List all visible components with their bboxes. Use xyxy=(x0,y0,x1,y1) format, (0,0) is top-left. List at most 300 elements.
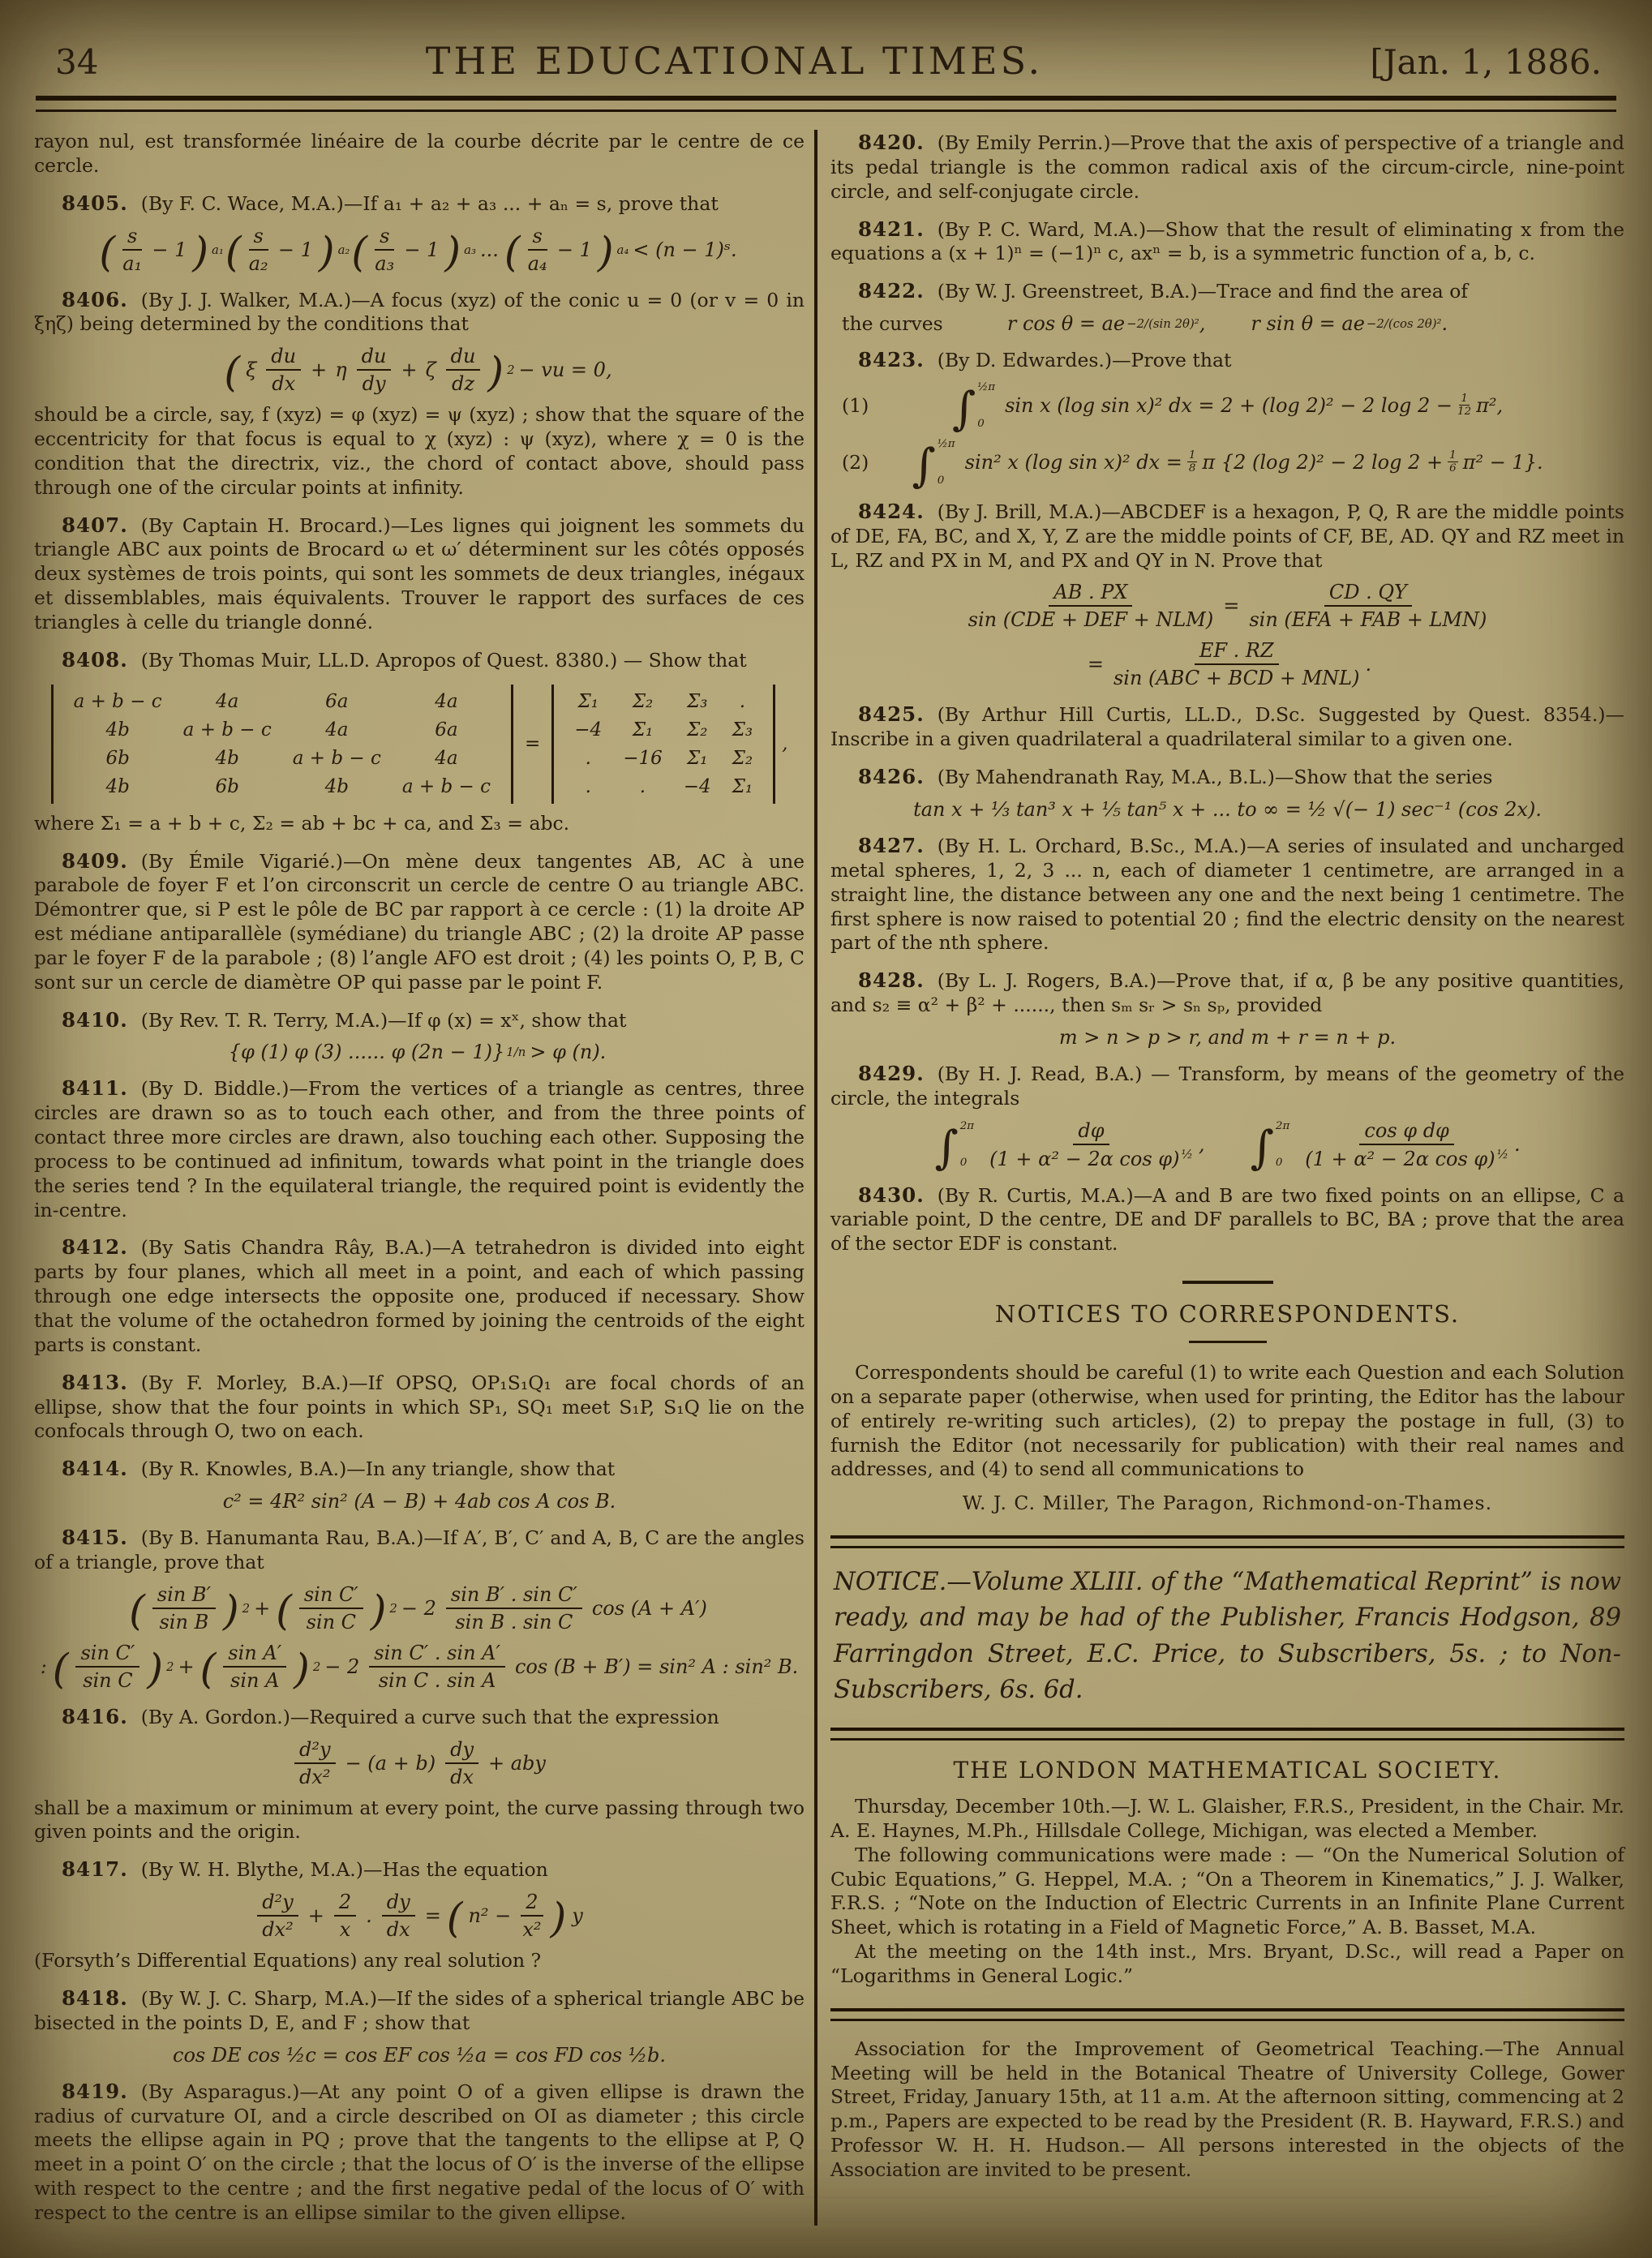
upper-limit: 2π xyxy=(959,1120,975,1133)
integral-pair-formula: ∫ 2π 0 $\frac{d\varphi}{(1 + \alpha^2 - 2\alpha \cos \varphi) ^{\frac{1}{2}}}$ , ∫ 2π 0 $\frac{\text{cos φ dφ}}{(1 + \alpha^2 - 2\alpha \cos \varphi) ^{\frac{1}{2}}}$ . xyxy=(934,1118,1521,1175)
problem-text xyxy=(830,1183,1624,1257)
problem-text xyxy=(34,191,805,217)
reprint-notice: NOTICE.—Volume XLIII. of the “Mathematical Reprint” is now ready, and may be had of the Publisher, Francis Hodgson, 89 Farringdon Street, E.C. Price, to Subscribers, 5s. ; to Non-Subscribers, 6s. 6d. xyxy=(834,1568,1621,1704)
math-term: < (n − 1)ˢ. xyxy=(633,238,737,261)
plus-sign: + xyxy=(311,358,328,382)
display-formula-line1 xyxy=(830,581,1624,631)
denominator: dx² xyxy=(299,1765,331,1788)
matrix-cell: −4 xyxy=(683,775,711,797)
numerator: 2 xyxy=(334,1891,356,1917)
denominator: sin (EFA + FAB + LMN) xyxy=(1249,608,1487,632)
problem-text xyxy=(830,702,1624,752)
numerator: sin C′ xyxy=(299,1583,363,1609)
fraction xyxy=(369,1642,505,1692)
denominator: sin C xyxy=(83,1668,133,1692)
denominator: a₃ xyxy=(375,251,395,275)
fraction xyxy=(257,1891,298,1941)
equation-label: (1) xyxy=(842,393,869,417)
problem-body: (By D. Biddle.)—From the vertices of a triangle as centres, three circles are drawn so as to touch each other, and from the three points of contact three more circles are drawn, also touching each other. Supposing the process to be continued ad infinitum, towards what point in the triangle does the series tend ? In the equilateral triangle, the required point is evidently the in-centre. xyxy=(34,1077,805,1221)
page-header xyxy=(0,0,1652,88)
math-term: − 1 xyxy=(152,238,187,261)
integral-limits xyxy=(960,1120,974,1169)
matrix-cell: a + b − c xyxy=(292,747,381,769)
matrix-cell: . xyxy=(739,690,746,712)
problem-8428 xyxy=(830,968,1624,1049)
equals-sign: = xyxy=(1223,595,1240,618)
exponent: ½ xyxy=(1181,1146,1193,1161)
problem-number: 8421. xyxy=(858,217,925,241)
denominator: sin (ABC + BCD + MNL) xyxy=(1113,667,1360,690)
math-line: m > n > p > r, and m + r = n + p. xyxy=(1058,1025,1397,1049)
problem-number: 8428. xyxy=(858,968,925,993)
lms-paragraph-3: At the meeting on the 14th inst., Mrs. Bryant, D.Sc., will read a Paper on “Logarithms in General Logic.” xyxy=(830,1940,1624,1987)
equals-sign: = xyxy=(424,1904,441,1928)
problem-8424 xyxy=(830,499,1624,690)
small-fraction xyxy=(1457,393,1471,418)
fraction xyxy=(223,1642,286,1692)
matrix-cell: 4a xyxy=(435,690,458,712)
problem-text xyxy=(34,647,805,673)
fraction xyxy=(375,225,394,275)
problem-8430 xyxy=(830,1183,1624,1257)
problem-number: 8413. xyxy=(62,1370,128,1394)
numerator: 1 xyxy=(1461,393,1468,406)
display-formula: ( $\frac{s}{\text{a₁}}$ − 1 ) a₁ ( $\frac{s}{\text{a₂}}$ − 1 ) a₂ ( $\frac{s}{\text{a₃}}$ − 1 ) a₃ ... ( $\frac{s}{\text{a₄}}$ − 1 ) a₄ < (n − 1)ˢ. xyxy=(99,224,737,276)
matrix-cell: 6b xyxy=(105,747,130,769)
problem-number: 8419. xyxy=(62,2079,128,2103)
fraction xyxy=(1249,581,1487,631)
numerator: du xyxy=(446,345,481,371)
comma: , xyxy=(1198,1133,1205,1157)
problem-8412 xyxy=(34,1234,805,1357)
page-number: 34 xyxy=(55,42,99,82)
upper-limit: 2π xyxy=(1275,1120,1290,1133)
denominator: x xyxy=(339,1918,351,1942)
numerator: sin C′ xyxy=(75,1642,139,1668)
exponent: 2 xyxy=(312,1659,321,1674)
math-line: c² = 4R² sin² (A − B) + 4ab cos A cos B. xyxy=(222,1490,616,1513)
problem-text xyxy=(34,287,805,337)
problem-8421 xyxy=(830,217,1624,267)
problem-body: (By Arthur Hill Curtis, LL.D., D.Sc. Suggested by Quest. 8354.)—Inscribe in a given quadrilateral a quadrilateral similar to a given one. xyxy=(830,703,1624,751)
problem-8408 xyxy=(34,647,805,836)
fraction xyxy=(445,1738,478,1788)
exponent: −2/(sin 2θ)² xyxy=(1126,316,1199,332)
problem-body: (By Asparagus.)—At any point O of a given ellipse is drawn the radius of curvature OI, and a circle described on OI as diameter ; this circle meets the ellipse again in PQ ; prove that the tangents to the ellipse at P, Q meet in a point O′ on the circle ; that the locus of O′ is the inverse of the ellipse with respect to the centre ; and the first negative pedal of the locus of O′ with respect to the centre is an ellipse similar to the given ellipse. xyxy=(34,2080,805,2224)
problem-body: (By Emily Perrin.)—Prove that the axis of perspective of a triangle and its pedal triangle is the common radical axis of the circum-circle, nine-point circle, and self-conjugate circle. xyxy=(830,131,1624,203)
math-term: ζ xyxy=(425,358,436,382)
denominator: a₄ xyxy=(527,251,547,275)
matrix-cell: a + b − c xyxy=(182,719,272,741)
problem-8429 xyxy=(830,1061,1624,1175)
comma: , xyxy=(1199,312,1206,336)
plus-sign: + xyxy=(307,1904,324,1928)
denominator: sin C xyxy=(306,1610,357,1633)
denominator-base: (1 + α² − 2α cos φ) xyxy=(989,1147,1180,1170)
problem-number: 8406. xyxy=(62,287,128,311)
numerator: s xyxy=(249,225,268,251)
math-term: − 2 xyxy=(324,1655,360,1678)
problem-text xyxy=(830,278,1624,304)
integral-formula-2: (2) ∫ ½π 0 sin² x (log sin x)² dx = $\frac{1}{8}$ π {2 (log 2)² − 2 log 2 + $\frac{1}{6}$ π² − 1}. xyxy=(842,437,1543,492)
equals-sign: = xyxy=(525,733,541,755)
matrix-cell: a + b − c xyxy=(401,775,491,797)
problem-text xyxy=(34,1234,805,1357)
matrix-cell: . xyxy=(585,747,591,769)
display-formula xyxy=(830,798,1624,821)
equals-sign: = xyxy=(1087,653,1104,676)
denominator: sin C . sin A xyxy=(378,1668,496,1692)
fraction xyxy=(122,225,142,275)
integral-formula-1: (1) ∫ ½π 0 sin x (log sin x)² dx = 2 + (log 2)² − 2 log 2 − $\frac{1}{12}$ π², xyxy=(842,380,1504,436)
exponent: 1/n xyxy=(506,1045,526,1060)
problem-number: 8420. xyxy=(858,131,925,154)
plus-sign: + xyxy=(401,358,418,382)
math-term: ξ xyxy=(246,358,257,382)
integral-limits xyxy=(938,438,955,487)
problem-body: (By F. C. Wace, M.A.)—If a₁ + a₂ + a₃ ... + aₙ = s, prove that xyxy=(140,191,719,215)
matrix-cell: Σ₁ xyxy=(686,747,708,769)
problem-continuation: where Σ₁ = a + b + c, Σ₂ = ab + bc + ca, and Σ₃ = abc. xyxy=(34,811,570,835)
fraction xyxy=(152,1583,216,1633)
problem-number: 8411. xyxy=(62,1076,128,1101)
math-term: − 2 xyxy=(401,1596,436,1620)
numerator: AB . PX xyxy=(1049,581,1132,607)
lower-limit: 0 xyxy=(1275,1157,1283,1170)
problem-text xyxy=(34,513,805,635)
ratio-sign: : xyxy=(40,1655,47,1678)
period: . xyxy=(1365,653,1372,676)
denominator: a₁ xyxy=(122,251,143,275)
display-formula: ( ξ $\frac{du}{dx}$ + η $\frac{du}{dy}$ + ζ $\frac{du}{dz}$ ) 2 − vu = 0, xyxy=(224,345,612,397)
problem-text xyxy=(34,1857,805,1882)
problem-body: (By W. J. C. Sharp, M.A.)—If the sides of a spherical triangle ABC be bisected in the points D, E, and F ; show that xyxy=(34,1986,805,2034)
problem-body: (By D. Edwardes.)—Prove that xyxy=(937,349,1232,372)
equation-label: (2) xyxy=(842,450,869,474)
denominator: sin B xyxy=(159,1610,209,1633)
problem-8417 xyxy=(34,1857,805,1973)
exponent: ½ xyxy=(1496,1146,1509,1161)
problem-8410 xyxy=(34,1007,805,1064)
plus-sign: + xyxy=(254,1596,271,1620)
problem-text xyxy=(830,347,1624,373)
math-term: − vu = 0, xyxy=(518,358,612,382)
denominator: dx xyxy=(272,372,296,396)
problem-text xyxy=(830,764,1624,790)
numerator: d²y xyxy=(294,1738,336,1764)
problem-body: (By Rev. T. R. Terry, M.A.)—If φ (x) = xˣ, show that xyxy=(140,1008,627,1032)
editor-address: W. J. C. Miller, The Paragon, Richmond-on-Thames. xyxy=(962,1492,1493,1515)
upper-limit: ½π xyxy=(937,437,955,450)
matrix-cell: 6a xyxy=(435,719,458,741)
matrix-cell: . xyxy=(639,775,646,797)
denominator: sin (CDE + DEF + NLM) xyxy=(968,608,1214,632)
fraction xyxy=(357,345,392,395)
denominator xyxy=(1305,1145,1508,1170)
numerator: CD . QY xyxy=(1324,581,1412,607)
math-term: > φ (n). xyxy=(530,1041,607,1064)
journal-title: THE EDUCATIONAL TIMES. xyxy=(425,39,1044,83)
exponent: 2 xyxy=(166,1659,174,1674)
fraction xyxy=(382,1891,415,1941)
problem-continuation: (Forsyth’s Differential Equations) any real solution ? xyxy=(34,1949,542,1973)
continuation-paragraph: rayon nul, est transformée linéaire de la courbe décrite par le centre de ce cercle. xyxy=(34,130,805,177)
denominator: dx² xyxy=(262,1918,294,1942)
lms-paragraph-2: The following communications were made : — “On the Numerical Solution of Cubic Equations,” G. Heppel, M.A. ; “On a Theorem in Kinematics,” J. J. Walker, F.R.S. ; “Note on the Induction of Electric Currents in an Infinite Plane Current Sheet, which is rotating in a Field of Magnetic Force,” A. B. Basset, M.A. xyxy=(830,1843,1624,1939)
matrix-cell: 4b xyxy=(105,719,130,741)
display-formula xyxy=(34,2044,805,2067)
problem-number: 8426. xyxy=(858,765,925,789)
section-double-rule xyxy=(830,1728,1624,1741)
math-line: tan x + ⅓ tan³ x + ⅕ tan⁵ x + ... to ∞ = ½ √(− 1) sec⁻¹ (cos 2x). xyxy=(913,797,1542,821)
math-term: r sin θ = ae xyxy=(1251,312,1365,336)
display-formula-line1: ( $\frac{\text{sin B′}}{\text{sin B}}$ ) 2 + ( $\frac{\text{sin C′}}{\text{sin C}}$ ) 2 − 2 $\frac{\text{sin B′ . sin C′}}{\text{sin B . sin C}}$ cos (A + A′) xyxy=(129,1582,707,1634)
problem-body: (By Émile Vigarié.)—On mène deux tangentes AB, AC à une parabole de foyer F et l’on circonscrit un cercle de centre O au triangle ABC. Démontrer que, si P est le pôle de BC par rapport à ce cercle : (1) la droite AP est médiane antiparallèle (symédiane) du triangle ABC ; (2) la droite AP passe par le foyer F de la parabole ; (8) l’angle AFO est droit ; (4) les points O, P, B, C sont sur un cercle de diamètre OP qui passe par le point F. xyxy=(34,849,805,994)
matrix-cell: 6a xyxy=(325,690,349,712)
matrix-cell: Σ₁ xyxy=(577,690,599,712)
math-term: − 1 xyxy=(556,238,592,261)
problem-number: 8429. xyxy=(858,1061,925,1085)
problem-8422 xyxy=(830,278,1624,335)
problem-text xyxy=(830,968,1624,1018)
upper-limit: ½π xyxy=(977,380,996,393)
math-term: sin x (log sin x)² dx = 2 + (log 2)² − 2 log 2 − xyxy=(1005,393,1453,417)
page-body xyxy=(0,112,1652,2226)
exponent: 2 xyxy=(507,363,515,378)
problem-number: 8416. xyxy=(62,1704,128,1728)
dot-operator: . xyxy=(366,1904,372,1928)
math-term: sin² x (log sin x)² dx = xyxy=(964,450,1182,474)
math-term: y xyxy=(572,1904,583,1928)
problem-body: (By H. J. Read, B.A.) — Transform, by means of the geometry of the circle, the integrals xyxy=(830,1062,1624,1110)
problem-8420 xyxy=(830,130,1624,204)
lower-limit: 0 xyxy=(959,1157,968,1170)
numerator: dy xyxy=(382,1891,415,1917)
problem-8409 xyxy=(34,848,805,995)
left-column xyxy=(34,130,805,2226)
math-term: n² − xyxy=(468,1904,512,1928)
denominator: 12 xyxy=(1457,406,1472,419)
period: . xyxy=(1514,1133,1521,1157)
problem-8411 xyxy=(34,1075,805,1222)
problem-number: 8415. xyxy=(62,1526,128,1550)
display-formula-line2 xyxy=(830,639,1624,689)
problem-text xyxy=(34,848,805,995)
matrix-cell: . xyxy=(585,775,591,797)
problem-text xyxy=(34,1007,805,1033)
problem-number: 8405. xyxy=(62,191,128,215)
matrix-cell: 4b xyxy=(324,775,350,797)
numerator: dφ xyxy=(1073,1119,1109,1145)
problem-text xyxy=(34,1075,805,1222)
denominator: dz xyxy=(451,372,474,396)
comma: , xyxy=(782,733,788,755)
exponent: a₄ xyxy=(616,242,629,257)
numerator: sin B′ . sin C′ xyxy=(446,1583,582,1609)
math-term: cos (A + A′) xyxy=(591,1596,707,1620)
numerator: 2 xyxy=(521,1891,543,1917)
fraction xyxy=(266,345,301,395)
fraction xyxy=(249,225,268,275)
numerator: du xyxy=(266,345,301,371)
math-term: η xyxy=(335,358,347,382)
notices-heading: NOTICES TO CORRESPONDENTS. xyxy=(994,1300,1461,1329)
small-fraction xyxy=(1448,449,1458,474)
problem-8414 xyxy=(34,1456,805,1513)
problem-8415 xyxy=(34,1525,805,1692)
problem-body: (By W. H. Blythe, M.A.)—Has the equation xyxy=(140,1858,548,1882)
problem-8413 xyxy=(34,1370,805,1445)
determinant-left xyxy=(51,685,513,804)
numerator: sin A′ xyxy=(223,1642,286,1668)
problem-8426 xyxy=(830,764,1624,821)
denominator: 8 xyxy=(1188,462,1196,475)
problem-8405 xyxy=(34,191,805,275)
fraction xyxy=(1305,1119,1508,1170)
math-term: {φ (1) φ (3) ...... φ (2n − 1)} xyxy=(228,1041,505,1064)
exponent: −2/(cos 2θ)² xyxy=(1366,316,1442,332)
problem-body: (By P. C. Ward, M.A.)—Show that the result of eliminating x from the equations a (x + 1)ⁿ = (−1)ⁿ c, axⁿ = b, is a symmetric function of a, b, c. xyxy=(830,217,1624,265)
lms-paragraph-1: Thursday, December 10th.—J. W. L. Glaisher, F.R.S., President, in the Chair. Mr. A. E. Haynes, M.Ph., Hillsdale College, Michigan, was elected a Member. xyxy=(830,1795,1624,1842)
problem-text xyxy=(34,1525,805,1575)
fraction xyxy=(989,1119,1193,1170)
problem-number: 8430. xyxy=(858,1183,925,1207)
problem-text xyxy=(34,1985,805,2036)
problem-body: (By Thomas Muir, LL.D. Apropos of Quest. 8380.) — Show that xyxy=(140,648,747,672)
denominator: dx xyxy=(386,1918,410,1942)
problem-number: 8410. xyxy=(62,1007,128,1032)
display-formula: $\frac{\text{d²y}}{\text{dx²}}$ + $\frac{2}{x}$ . $\frac{dy}{dx}$ = ( n² − $\frac{2}{\text{x²}}$ ) y xyxy=(34,1891,805,1941)
matrix-cell: 4a xyxy=(216,690,239,712)
section-double-rule xyxy=(830,2008,1624,2021)
math-term: π² − 1}. xyxy=(1462,450,1543,474)
fraction xyxy=(528,225,547,275)
problem-8406 xyxy=(34,287,805,500)
fraction xyxy=(968,581,1214,631)
determinant-equation xyxy=(34,685,805,804)
matrix-cell: 4a xyxy=(325,719,349,741)
fraction xyxy=(75,1642,139,1692)
matrix-cell: Σ₂ xyxy=(732,747,753,769)
matrix-cell: Σ₁ xyxy=(632,719,654,741)
heading-underline-dash xyxy=(1189,1341,1267,1343)
matrix-cell: Σ₃ xyxy=(732,719,753,741)
small-fraction xyxy=(1187,449,1198,474)
exponent: a₃ xyxy=(464,242,476,257)
column-divider-rule xyxy=(814,130,817,2226)
matrix-cell: −16 xyxy=(623,747,663,769)
math-term: − (a + b) xyxy=(345,1751,436,1775)
fraction xyxy=(334,1891,356,1941)
denominator: sin A xyxy=(230,1668,280,1692)
matrix-cell: 4b xyxy=(215,747,239,769)
matrix-cell: Σ₂ xyxy=(686,719,708,741)
problem-number: 8409. xyxy=(62,848,128,873)
numerator: cos φ dφ xyxy=(1359,1119,1453,1145)
matrix-cell: 4b xyxy=(105,775,130,797)
problem-body: (By R. Curtis, M.A.)—A and B are two fixed points on an ellipse, C a variable point, D the centre, DE and DF parallels to BC, BA ; prove that the area of the sector EDF is constant. xyxy=(830,1183,1624,1256)
problem-8418 xyxy=(34,1985,805,2067)
problem-text xyxy=(830,833,1624,955)
problem-number: 8424. xyxy=(858,499,925,523)
numerator: du xyxy=(357,345,392,371)
problem-continuation: shall be a maximum or minimum at every point, the curve passing through two given points and the origin. xyxy=(34,1796,805,1844)
math-term: − 1 xyxy=(277,238,313,261)
period: . xyxy=(1441,312,1448,336)
ellipsis: ... xyxy=(479,238,499,261)
display-formula-line2: : ( $\frac{\text{sin C′}}{\text{sin C}}$ ) 2 + ( $\frac{\text{sin A′}}{\text{sin A}}$ ) 2 − 2 $\frac{\text{sin C′ . sin A′}}{\text{sin C . sin A}}$ cos (B + B′) = sin² A : sin² B. xyxy=(40,1641,799,1693)
problem-body: (By B. Hanumanta Rau, B.A.)—If A′, B′, C′ and A, B, C are the angles of a triangle, prove that xyxy=(34,1526,805,1573)
display-formula xyxy=(34,1490,805,1513)
fraction xyxy=(299,1583,363,1633)
problem-8425 xyxy=(830,702,1624,752)
denominator xyxy=(989,1145,1193,1170)
math-term: r cos θ = ae xyxy=(1006,312,1126,336)
problem-number: 8412. xyxy=(62,1235,128,1260)
problem-number: 8423. xyxy=(858,348,925,372)
problem-number: 8407. xyxy=(62,513,128,537)
display-formula xyxy=(34,1738,805,1788)
numerator: EF . RZ xyxy=(1195,639,1279,665)
denominator: dx xyxy=(450,1765,474,1788)
math-term: π {2 (log 2)² − 2 log 2 + xyxy=(1202,450,1444,474)
lms-heading: THE LONDON MATHEMATICAL SOCIETY. xyxy=(953,1757,1502,1784)
numerator: s xyxy=(528,225,547,251)
problem-8419 xyxy=(34,2079,805,2226)
lower-limit: 0 xyxy=(937,474,945,487)
matrix-cell: Σ₃ xyxy=(686,690,708,712)
numerator: dy xyxy=(445,1738,478,1764)
numerator: 1 xyxy=(1449,449,1457,462)
problem-body: (By L. J. Rogers, B.A.)—Prove that, if α, β be any positive quantities, and s₂ ≡ α² + β² + ......, then sₘ sᵣ > sₙ sₚ, provided xyxy=(830,969,1624,1017)
plus-sign: + xyxy=(178,1655,195,1678)
problem-number: 8408. xyxy=(62,647,128,672)
problem-body: (By Mahendranath Ray, M.A., B.L.)—Show that the series xyxy=(937,766,1493,789)
problem-number: 8422. xyxy=(858,279,925,303)
problem-text xyxy=(830,499,1624,573)
fraction xyxy=(446,345,481,395)
matrix-cell: a + b − c xyxy=(73,690,162,712)
problem-body: (By A. Gordon.)—Required a curve such that the expression xyxy=(140,1705,719,1728)
problem-body: (By F. Morley, B.A.)—If OPSQ, OP₁S₁Q₁ are focal chords of an ellipse, show that the four points in which SP₁, SQ₁ meet S₁P, S₁Q lie on the confocals through O, two on each. xyxy=(34,1371,805,1443)
association-notice: Association for the Improvement of Geometrical Teaching.—The Annual Meeting will be held in the Botanical Theatre of University College, Gower Street, Friday, January 15th, at 11 a.m. At the afternoon sitting, commencing at 2 p.m., Papers are expected to be read by the President (R. B. Hayward, F.R.S.) and Professor W. H. H. Hudson.— All persons interested in the objects of the Association are invited to be present. xyxy=(830,2037,1624,2181)
display-formula xyxy=(830,1026,1624,1049)
problem-body: (By J. Brill, M.A.)—ABCDEF is a hexagon, P, Q, R are the middle points of DE, FA, BC, and X, Y, Z are the middle points of CF, BE, AD. QY and RZ meet in L, RZ and PX in M, and PX and QY in N. Prove that xyxy=(830,500,1624,572)
integral-limits xyxy=(1276,1120,1289,1169)
matrix-cell: 6b xyxy=(215,775,239,797)
problem-text xyxy=(34,1370,805,1445)
denominator: a₂ xyxy=(248,251,268,275)
problem-body: (By H. L. Orchard, B.Sc., M.A.)—A series of insulated and uncharged metal spheres, 1, 2, 3 ... n, each of diameter 1 centimetre, are arranged in a straight line, the distance between any one and the next being 1 centimetre. The first sphere is now raised to potential 20 ; find the electric density on the nearest part of the nth sphere. xyxy=(830,834,1624,955)
matrix-cell: Σ₁ xyxy=(732,775,753,797)
exponent: a₁ xyxy=(212,242,224,257)
problem-8416 xyxy=(34,1704,805,1845)
section-double-rule xyxy=(830,1535,1624,1548)
matrix-cell: Σ₂ xyxy=(632,690,654,712)
denominator: 6 xyxy=(1449,462,1457,475)
fraction xyxy=(1113,639,1360,689)
problem-text xyxy=(34,2079,805,2226)
issue-date: [Jan. 1, 1886. xyxy=(1370,42,1602,82)
math-line: cos DE cos ½c = cos EF cos ½a = cos FD cos ½b. xyxy=(173,2043,666,2067)
problem-body: (By Satis Chandra Rây, B.A.)—A tetrahedron is divided into eight parts by four planes, which all meet in a point, and each of which passing through one edge intersects the opposite one, produced if necessary. Show that the volume of the octahedron formed by joining the centroids of the eight parts is constant. xyxy=(34,1236,805,1356)
problem-body: (By R. Knowles, B.A.)—In any triangle, show that xyxy=(140,1457,616,1481)
determinant-right xyxy=(551,685,775,804)
problem-number: 8417. xyxy=(62,1857,128,1882)
matrix-cell: −4 xyxy=(574,719,603,741)
fraction xyxy=(446,1583,582,1633)
fraction xyxy=(521,1891,543,1941)
